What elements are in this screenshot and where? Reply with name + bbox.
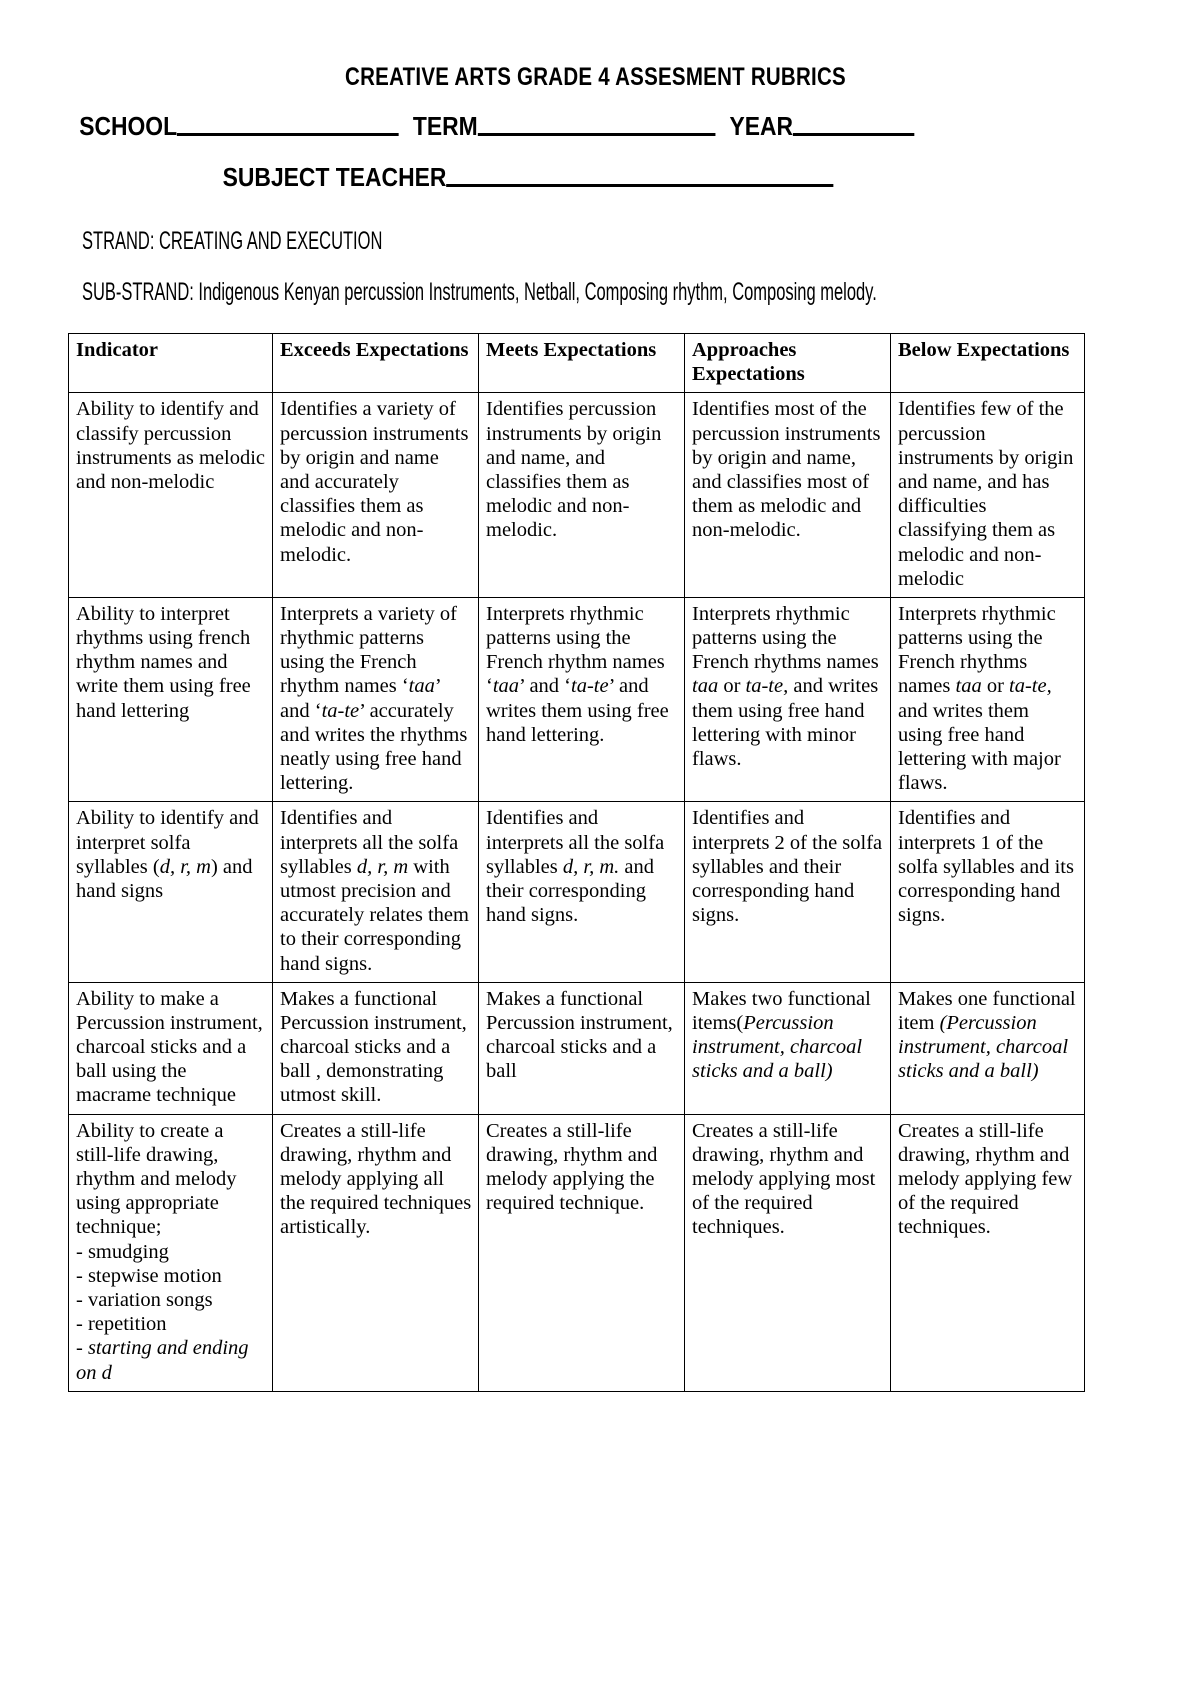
table-row [69,1114,1085,1391]
subject-teacher-label: SUBJECT TEACHER [222,162,447,192]
cell-approaches: Identifies and interprets 2 of the solfa syllables and their corresponding hand signs. [685,802,891,982]
list-item: - stepwise motion [76,1264,222,1287]
cell-meets: Identifies percussion instruments by origin and name, and classifies them as melodic and non-melodic. [479,393,685,598]
indicator-technique-list [76,1240,266,1337]
rubric-table [68,333,1085,1392]
term-input-rule[interactable] [478,132,716,136]
term-label: TERM [412,111,478,141]
cell-indicator: Ability to make a Percussion instrument, charcoal sticks and a ball using the macrame technique [69,982,273,1114]
cell-indicator: Ability to identify and interpret solfa syllables (d, r, m) and hand signs [69,802,273,982]
indicator-bullet-italic [76,1336,266,1384]
cell-exceeds: Identifies a variety of percussion instruments by origin and name and accurately classifies them as melodic and non-melodic. [273,393,479,598]
cell-meets: Creates a still-life drawing, rhythm and melody applying the required technique. [479,1114,685,1391]
cell-approaches: Identifies most of the percussion instruments by origin and name, and classifies most of them as melodic and non-melodic. [685,393,891,598]
indicator-lead: Ability to create a still-life drawing, rhythm and melody using appropriate technique; [76,1119,237,1239]
cell-indicator [69,1114,273,1391]
cell-approaches: Makes two functional items(Percussion instrument, charcoal sticks and a ball) [685,982,891,1114]
list-item: - variation songs [76,1288,213,1311]
table-header-row [69,334,1085,393]
strand-line: STRAND: CREATING AND EXECUTION [82,227,383,255]
cell-below: Identifies and interprets 1 of the solfa syllables and its corresponding hand signs. [891,802,1085,982]
subject-teacher-line [0,162,1048,193]
cell-exceeds: Identifies and interprets all the solfa syllables d, r, m with utmost precision and accurately relates them to their corresponding hand signs. [273,802,479,982]
table-row [69,597,1085,802]
cell-exceeds: Interprets a variety of rhythmic patterns using the French rhythm names ‘taa’ and ‘ta-te’ accurately and writes the rhythms neatly using free hand lettering. [273,597,479,802]
cell-below: Identifies few of the percussion instruments by origin and name, and has difficulties classifying them as melodic and non-melodic [891,393,1085,598]
school-input-rule[interactable] [177,132,399,136]
column-header-exceeds: Exceeds Expectations [273,334,479,393]
cell-indicator: Ability to interpret rhythms using french rhythm names and write them using free hand lettering [69,597,273,802]
cell-below: Makes one functional item (Percussion instrument, charcoal sticks and a ball) [891,982,1085,1114]
year-input-rule[interactable] [793,132,914,136]
year-label: YEAR [729,111,794,141]
subject-teacher-input-rule[interactable] [446,183,833,187]
indicator-bullet-italic-text: - starting and ending on d [76,1337,249,1384]
cell-below: Interprets rhythmic patterns using the French rhythms names taa or ta-te, and writes them using free hand lettering with major flaws. [891,597,1085,802]
cell-meets: Interprets rhythmic patterns using the French rhythm names ‘taa’ and ‘ta-te’ and writes them using free hand lettering. [479,597,685,802]
table-row [69,802,1085,982]
school-label: SCHOOL [79,111,178,141]
cell-below: Creates a still-life drawing, rhythm and melody applying few of the required techniques. [891,1114,1085,1391]
cell-exceeds: Makes a functional Percussion instrument, charcoal sticks and a ball , demonstrating utmost skill. [273,982,479,1114]
page-title: CREATIVE ARTS GRADE 4 ASSESMENT RUBRICS [345,63,846,91]
column-header-indicator: Indicator [69,334,273,393]
list-item: - smudging [76,1240,169,1263]
cell-meets: Makes a functional Percussion instrument, charcoal sticks and a ball [479,982,685,1114]
column-header-below: Below Expectations [891,334,1085,393]
cell-approaches: Interprets rhythmic patterns using the French rhythms names taa or ta-te, and writes them using free hand lettering with minor flaws. [685,597,891,802]
column-header-approaches: Approaches Expectations [685,334,891,393]
table-row [69,982,1085,1114]
cell-approaches: Creates a still-life drawing, rhythm and melody applying most of the required techniques. [685,1114,891,1391]
sub-strand-line: SUB-STRAND: Indigenous Kenyan percussion Instruments, Netball, Composing rhythm, Composing melody. [82,278,877,306]
list-item: - repetition [76,1313,167,1336]
cell-meets: Identifies and interprets all the solfa syllables d, r, m. and their corresponding hand signs. [479,802,685,982]
rubric-table-wrapper [68,333,1084,1392]
table-row [69,393,1085,598]
column-header-meets: Meets Expectations [479,334,685,393]
identification-line [0,111,1048,142]
cell-exceeds: Creates a still-life drawing, rhythm and melody applying all the required techniques artistically. [273,1114,479,1391]
cell-indicator: Ability to identify and classify percussion instruments as melodic and non-melodic [69,393,273,598]
